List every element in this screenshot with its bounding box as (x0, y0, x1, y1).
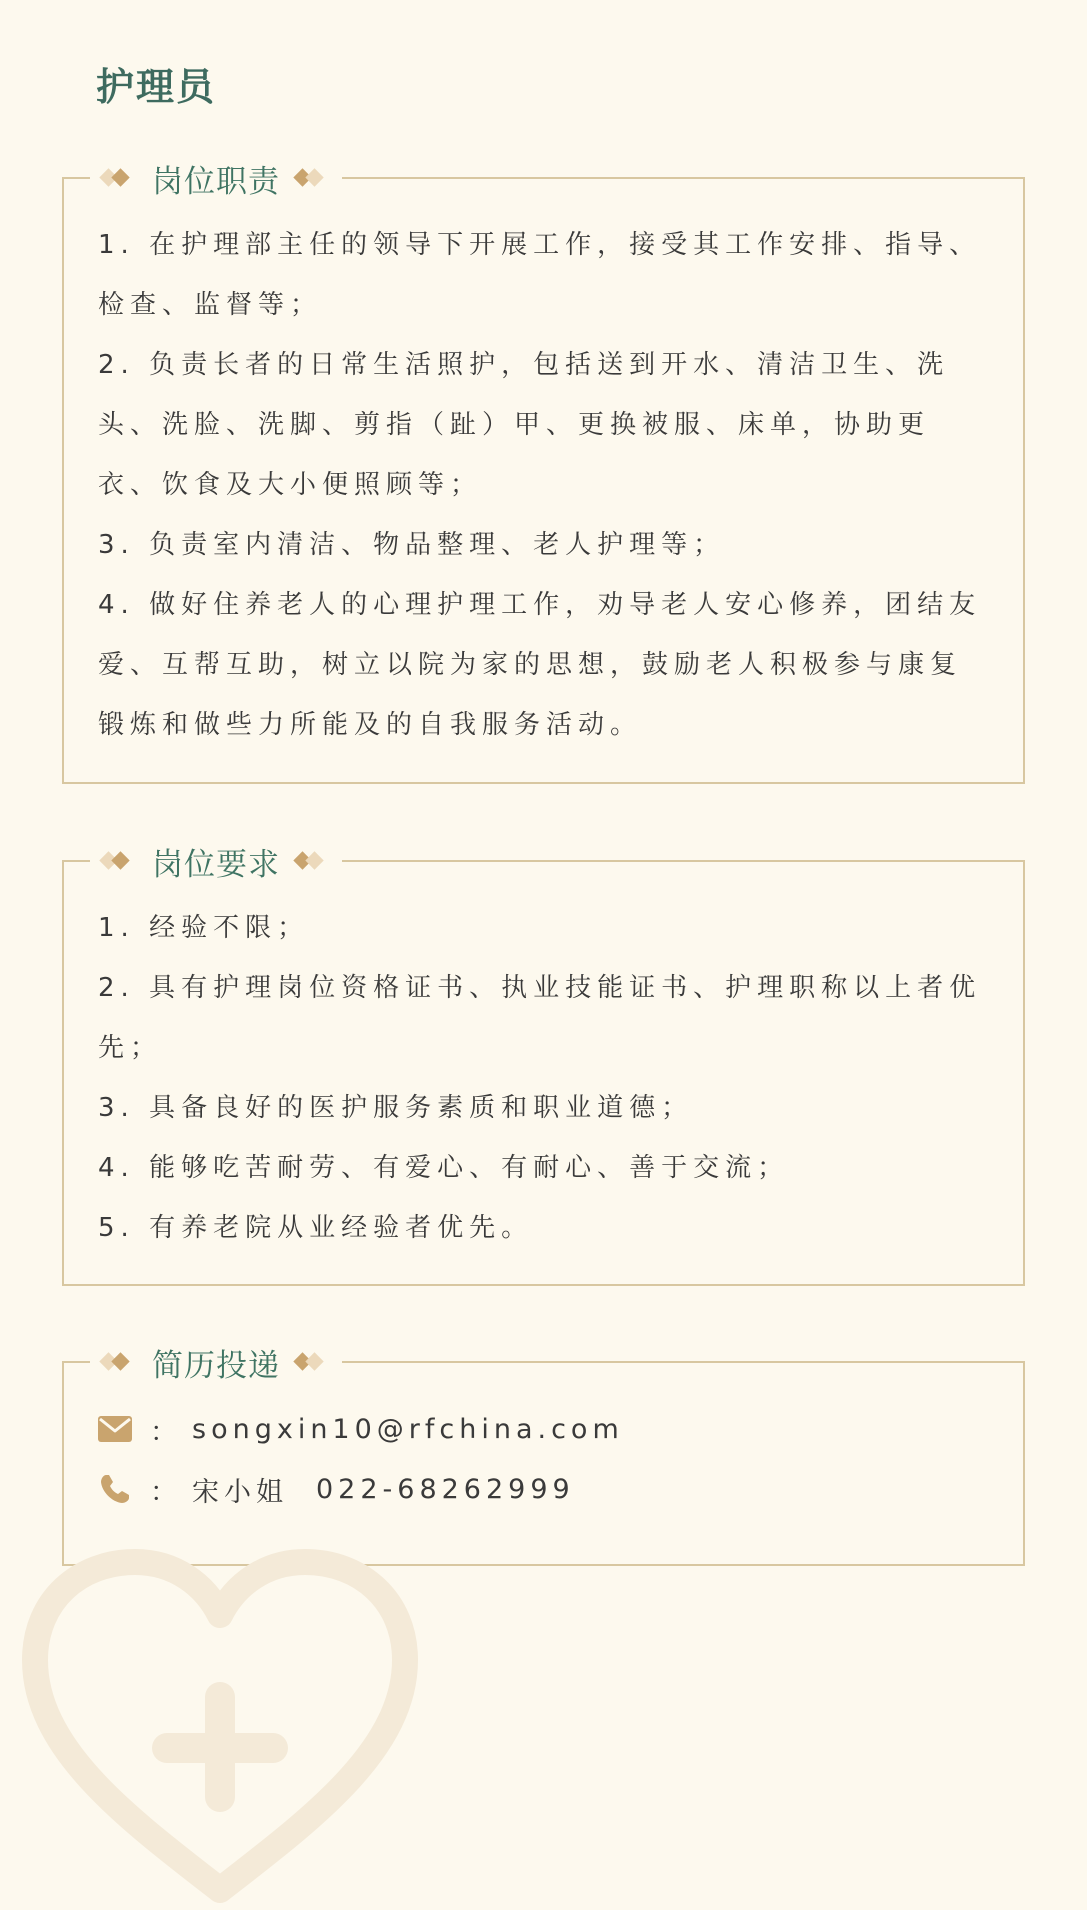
duty-item: 3. 负责室内清洁、物品整理、老人护理等； (98, 530, 726, 560)
diamond-right-icon (294, 851, 332, 871)
section-resume-submission (62, 1347, 1025, 1566)
section-body (98, 898, 993, 1258)
diamond-right-icon (294, 168, 332, 188)
phone-icon (98, 1472, 132, 1506)
section-job-duties (62, 163, 1025, 784)
duty-item: 4. 做好住养老人的心理护理工作，劝导老人安心修养，团结友爱、互帮互助，树立以院为家的思想，鼓励老人积极参与康复锻炼和做些力所能及的自我服务活动。 (98, 590, 982, 740)
diamond-left-icon (100, 851, 138, 871)
duty-item: 1. 在护理部主任的领导下开展工作，接受其工作安排、指导、检查、监督等； (98, 230, 982, 320)
requirement-item: 2. 具有护理岗位资格证书、执业技能证书、护理职称以上者优先； (98, 973, 982, 1063)
heart-cross-icon (10, 1540, 430, 1910)
page-title: 护理员 (96, 65, 217, 109)
requirement-item: 4. 能够吃苦耐劳、有爱心、有耐心、善于交流； (98, 1153, 790, 1183)
section-header (90, 838, 342, 884)
section-title: 岗位职责 (152, 163, 280, 200)
envelope-icon (98, 1412, 132, 1446)
section-body (98, 215, 993, 755)
section-title: 岗位要求 (152, 846, 280, 883)
contact-name: 宋小姐 (192, 1476, 288, 1508)
contact-phone-row (98, 1459, 993, 1519)
contact-phone[interactable]: 022-68262999 (316, 1473, 575, 1505)
diamond-right-icon (294, 1352, 332, 1372)
contact-separator: ： (150, 1476, 182, 1508)
section-body (98, 1399, 993, 1519)
contact-email[interactable]: songxin10@rfchina.com (192, 1413, 624, 1445)
diamond-left-icon (100, 1352, 138, 1372)
contact-email-row (98, 1399, 993, 1459)
duty-item: 2. 负责长者的日常生活照护，包括送到开水、清洁卫生、洗头、洗脸、洗脚、剪指（趾）甲、更换被服、床单，协助更衣、饮食及大小便照顾等； (98, 350, 950, 500)
section-job-requirements (62, 846, 1025, 1286)
contact-separator: ： (150, 1416, 182, 1448)
section-title: 简历投递 (152, 1347, 280, 1384)
section-header (90, 155, 342, 201)
diamond-left-icon (100, 168, 138, 188)
requirement-item: 3. 具备良好的医护服务素质和职业道德； (98, 1093, 694, 1123)
requirement-item: 5. 有养老院从业经验者优先。 (98, 1213, 534, 1243)
section-header (90, 1339, 342, 1385)
requirement-item: 1. 经验不限； (98, 913, 310, 943)
